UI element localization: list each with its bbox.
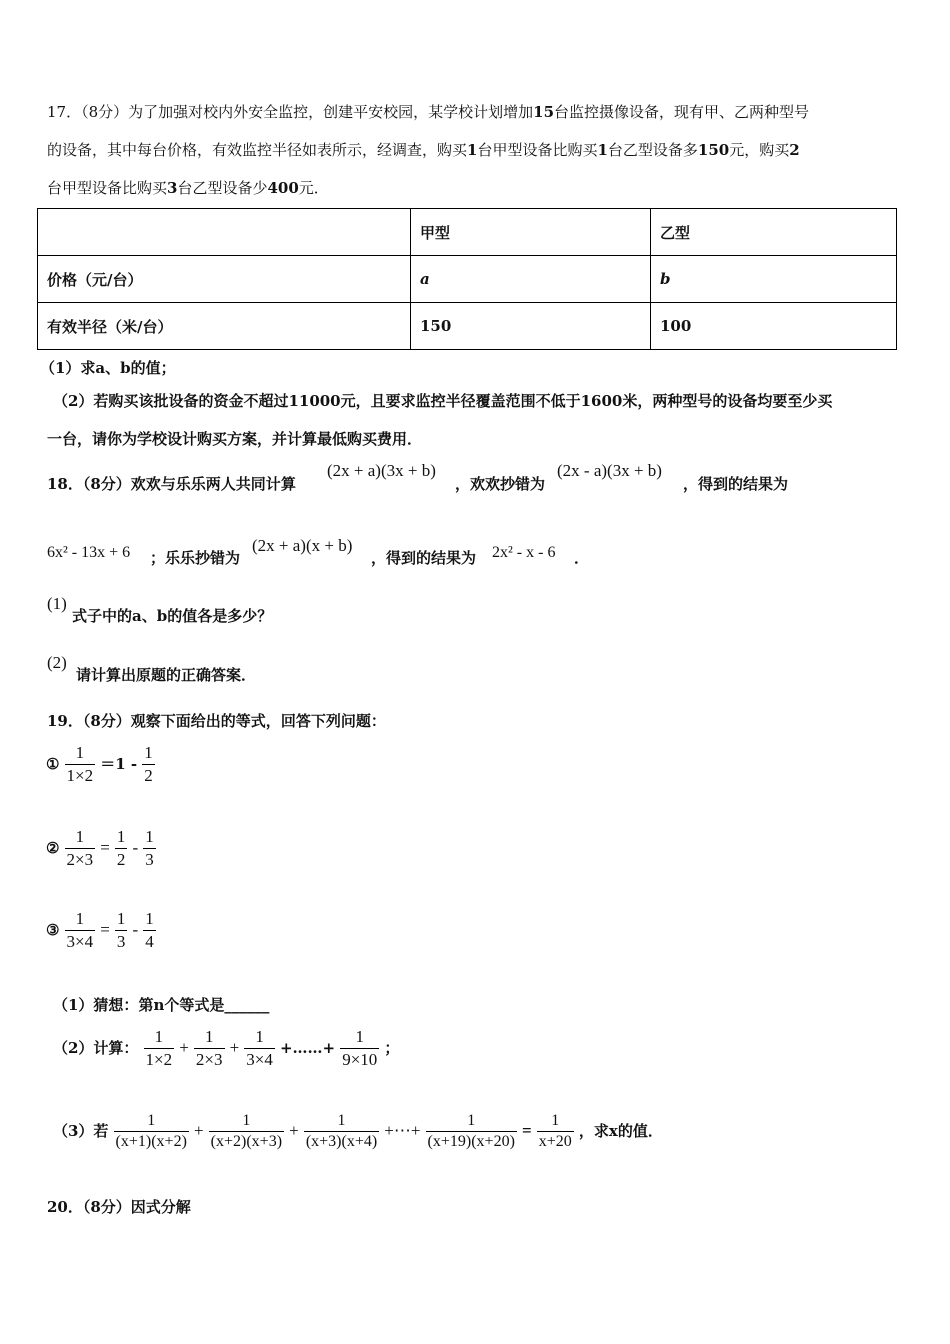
q17-line1: 17．（8分）为了加强对校内外安全监控，创建平安校园，某学校计划增加15台监控摄像设备，现有甲、乙两种型号 <box>47 103 810 121</box>
fraction: $\frac{1}{9\times 10}$ <box>342 1027 378 1069</box>
q18-sub1: 式子中的a、b的值各是多少？ <box>72 607 273 625</box>
q18-sub1-number: (1) <box>47 594 67 613</box>
fraction: $\frac{1}{2\times 3}$ <box>195 1027 223 1069</box>
q18-tail1: ，得到的结果为 <box>683 475 789 493</box>
fraction: $\frac{1}{2\times 3}$ <box>66 827 94 869</box>
q19-part2: （2）计算： $\frac{1}{1\times 2}$ + $\frac{1}{2\times 3}$ + $\frac{1}{3\times 4}$ +……+ $\frac{1}{9\times 10}$ ； <box>53 1027 400 1069</box>
fraction: $\frac{1}{2}$ <box>144 743 153 785</box>
table-cell: 100 <box>651 303 897 350</box>
table-header-b: 乙型 <box>651 209 897 256</box>
table-row <box>38 209 897 256</box>
q17-part2-line2: 一台，请你为学校设计购买方案，并计算最低购买费用． <box>47 430 423 448</box>
fraction: $\frac{1}{2}$ <box>116 827 126 869</box>
q19-eq2: ② $\frac{1}{2\times 3}$ = $\frac{1}{2}$ - $\frac{1}{3}$ <box>46 827 154 869</box>
fraction: $\frac{1}{3}$ <box>145 827 154 869</box>
q18-mid2: ；乐乐抄错为 <box>150 549 241 567</box>
q19-lead: 19．（8分）观察下面给出的等式，回答下列问题： <box>47 712 386 730</box>
q17-line2: 的设备，其中每台价格，有效监控半径如表所示，经调查，购买1台甲型设备比购买1台乙型设备多150元，购买2 <box>47 141 800 159</box>
q18-result2: 2x² - x - 6 <box>492 544 556 561</box>
q18-end: ． <box>574 549 590 567</box>
table-cell: a <box>411 256 651 303</box>
eq-marker: ① <box>46 755 60 773</box>
table-cell: b <box>651 256 897 303</box>
q17-line3: 台甲型设备比购买3台乙型设备少400元． <box>47 179 329 197</box>
fraction: $\frac{1}{1\times 2}$ <box>145 1027 173 1069</box>
fraction: $\frac{1}{(x+2)(x+3)}$ <box>210 1112 283 1150</box>
fraction: $\frac{1}{1\times 2}$ <box>66 743 94 785</box>
q19-eq3: ③ $\frac{1}{3\times 4}$ = $\frac{1}{3}$ - $\frac{1}{4}$ <box>46 909 154 951</box>
q19-eq1: ① $\frac{1}{1\times 2}$ ＝1 - $\frac{1}{2}$ <box>46 743 153 785</box>
fraction: $\frac{1}{3\times 4}$ <box>66 909 94 951</box>
q17-part2-line1: （2）若购买该批设备的资金不超过11000元，且要求监控半径覆盖范围不低于1600米，两种型号的设备均要至少买 <box>53 392 833 410</box>
fraction: $\frac{1}{(x+19)(x+20)}$ <box>427 1112 515 1150</box>
table-cell: 150 <box>411 303 651 350</box>
table-cell: 有效半径（米/台） <box>38 303 411 350</box>
q18-expr1: (2x + a)(3x + b) <box>327 461 436 480</box>
spec-table <box>37 208 897 350</box>
fraction: $\frac{1}{(x+3)(x+4)}$ <box>305 1112 378 1150</box>
fraction: $\frac{1}{(x+1)(x+2)}$ <box>115 1112 187 1150</box>
q18-line1: 18．（8分）欢欢与乐乐两人共同计算 <box>47 475 296 493</box>
eq-marker: ③ <box>46 921 60 939</box>
table-header-a: 甲型 <box>411 209 651 256</box>
eq-marker: ② <box>46 839 60 857</box>
table-cell <box>38 209 411 256</box>
q19-part1: （1）猜想：第n个等式是______ <box>53 996 270 1014</box>
q18-expr3: (2x + a)(x + b) <box>252 536 353 555</box>
fraction: $\frac{1}{x+20}$ <box>538 1112 572 1150</box>
fraction: $\frac{1}{3\times 4}$ <box>246 1027 273 1069</box>
q20-lead: 20．（8分）因式分解 <box>47 1198 191 1216</box>
q18-expr2: (2x - a)(3x + b) <box>557 461 662 480</box>
q17-part1: （1）求a、b的值； <box>40 359 176 377</box>
table-row <box>38 256 897 303</box>
q18-sub2: 请计算出原题的正确答案． <box>76 666 257 684</box>
q18-result1: 6x² - 13x + 6 <box>47 544 131 561</box>
fraction: $\frac{1}{4}$ <box>145 909 154 951</box>
table-row <box>38 303 897 350</box>
q18-mid1: ，欢欢抄错为 <box>455 475 546 493</box>
table-cell: 价格（元/台） <box>38 256 411 303</box>
q19-part3: （3）若 $\frac{1}{(x+1)(x+2)}$ + $\frac{1}{(x+2)(x+3)}$ + $\frac{1}{(x+3)(x+4)}$ +⋯+ $\frac{1}{(x+19)(x+20)}$ = $\frac{1}{x+20}$ ，求x的值． <box>53 1112 663 1150</box>
q18-sub2-number: (2) <box>47 653 67 672</box>
q18-mid3: ，得到的结果为 <box>371 549 477 567</box>
fraction: $\frac{1}{3}$ <box>116 909 126 951</box>
